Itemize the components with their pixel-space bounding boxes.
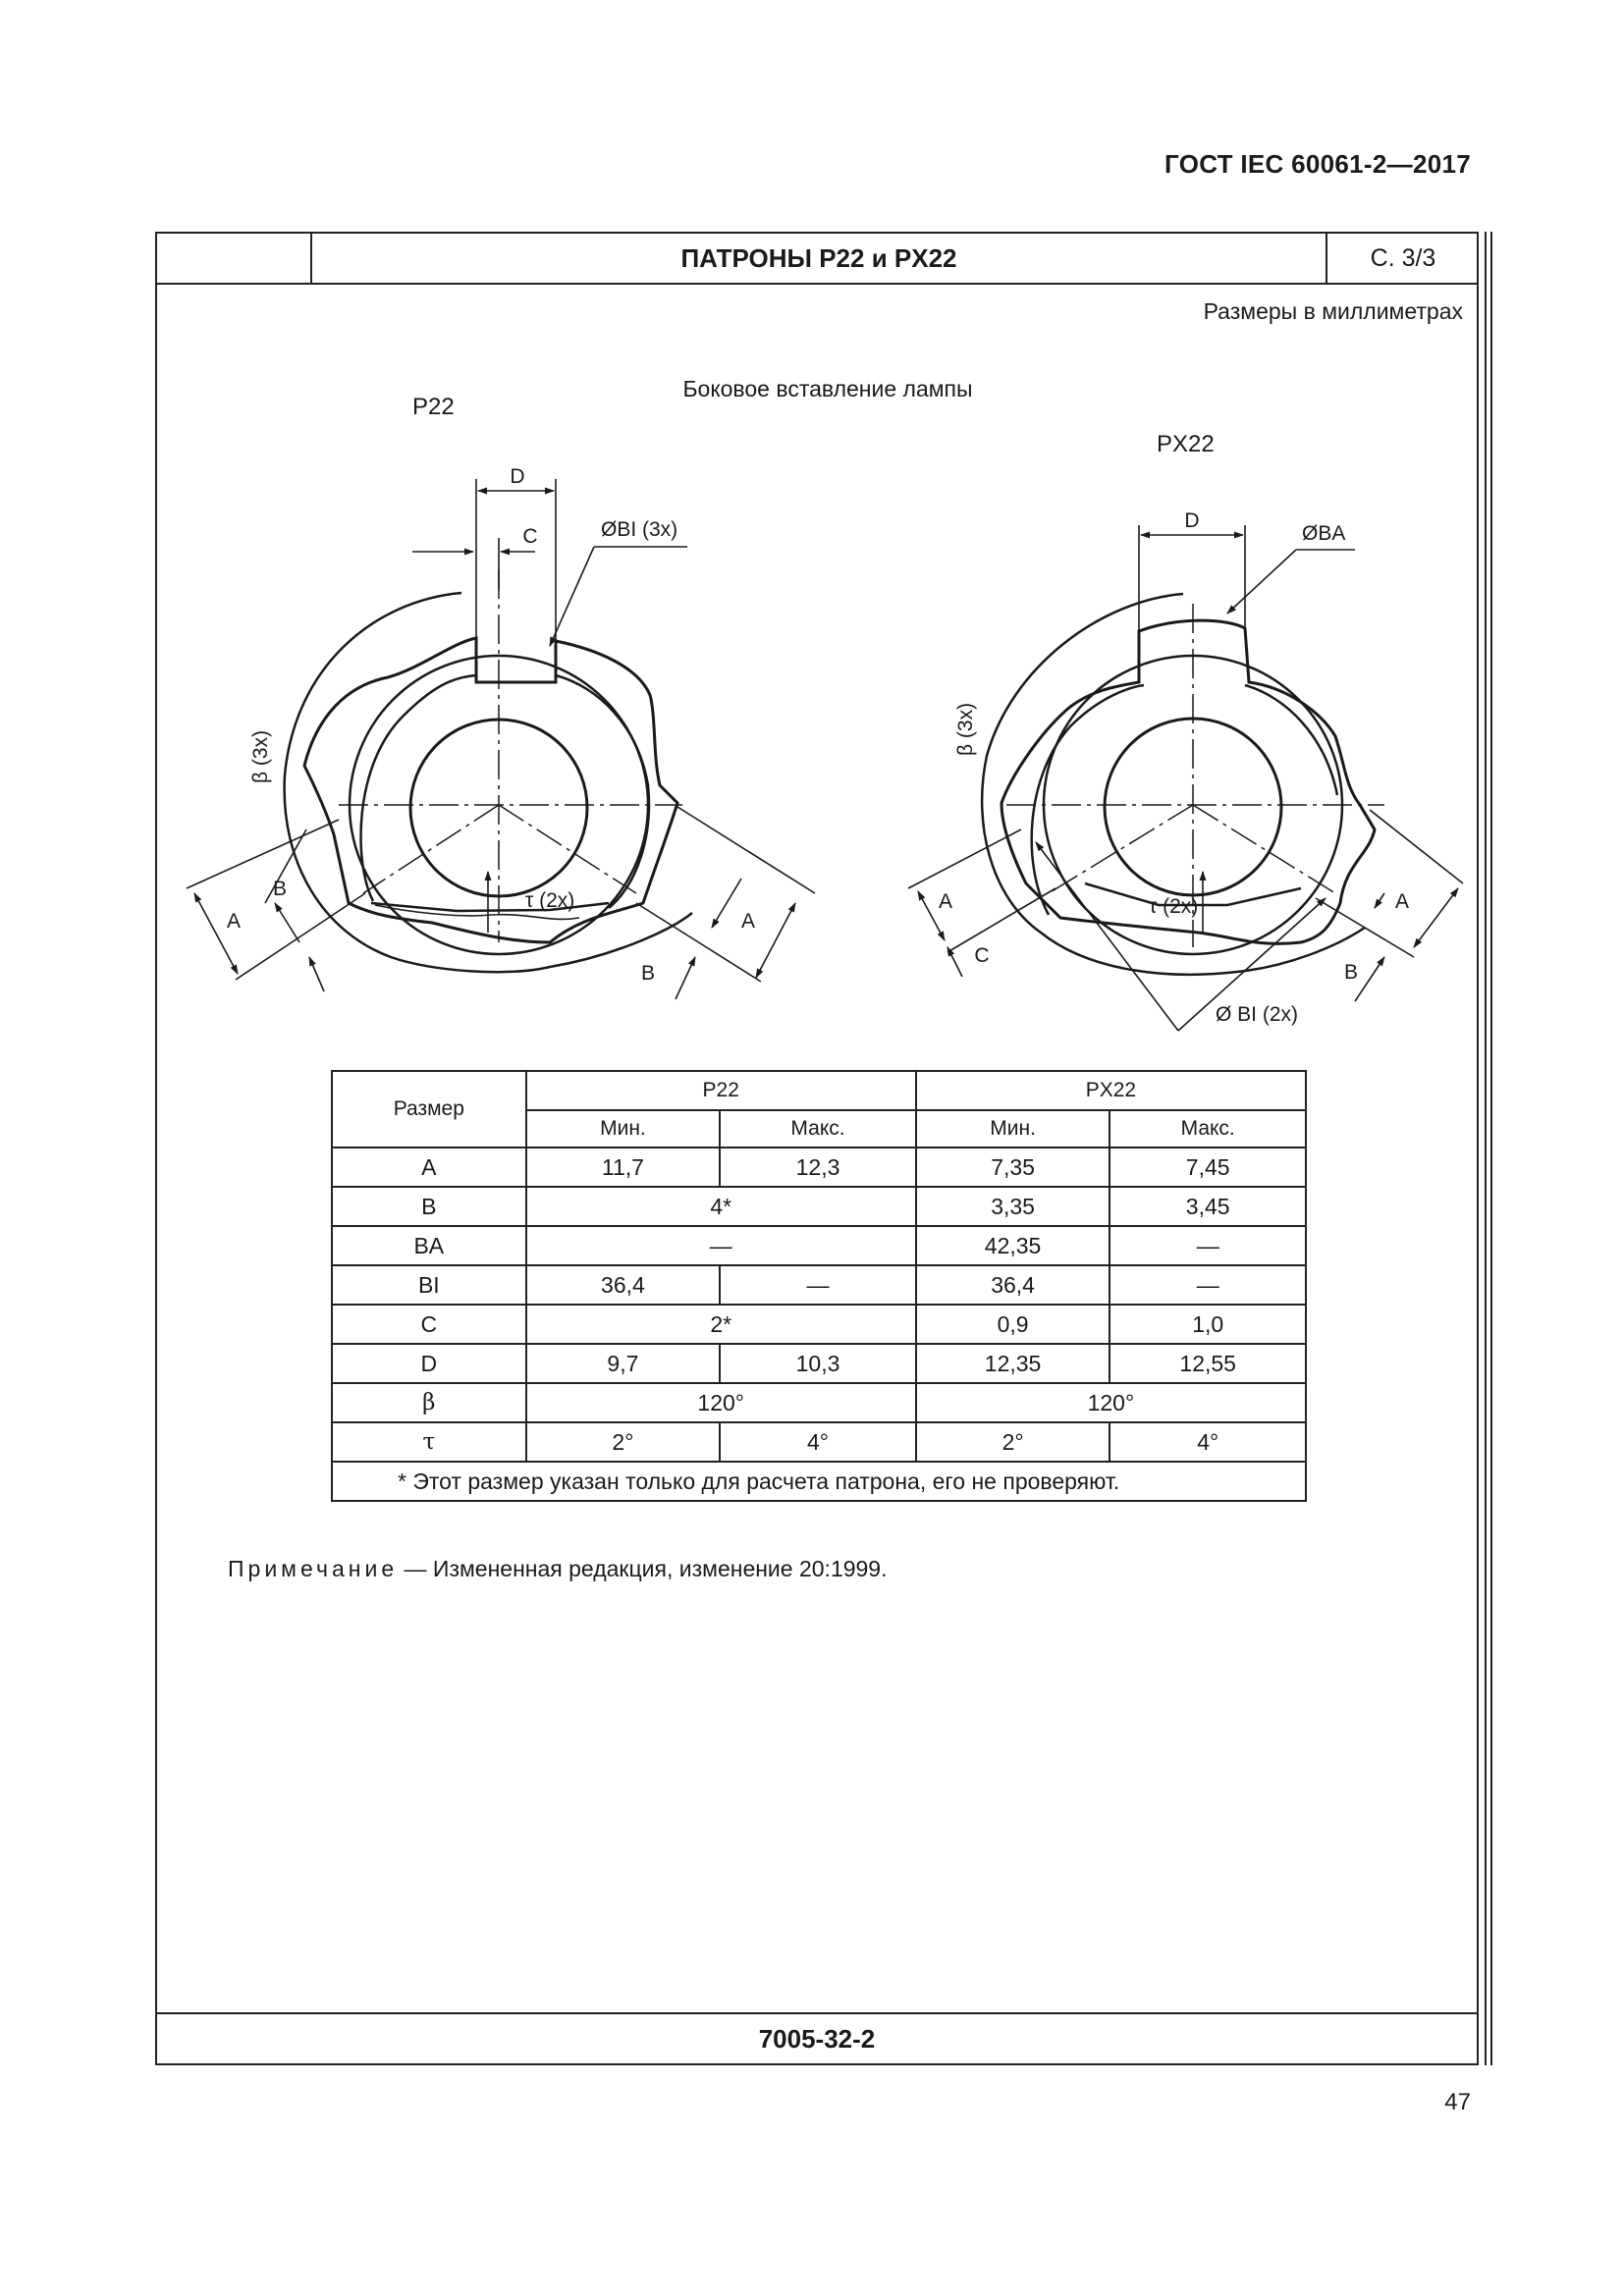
px22-label: PX22 [1157, 431, 1215, 457]
table-row [332, 1383, 1306, 1422]
cell: 120° [916, 1383, 1306, 1422]
cell: 42,35 [916, 1226, 1110, 1265]
units-note: Размеры в миллиметрах [1203, 298, 1463, 324]
table-row [332, 1148, 1306, 1187]
p22-dim-B-right: B [640, 962, 656, 985]
sheet-code: 7005-32-2 [157, 2012, 1477, 2063]
note-dash: — [404, 1556, 427, 1581]
p22-dim-D: D [510, 465, 525, 488]
cell: — [1110, 1226, 1306, 1265]
p22-max-header: Макс. [720, 1110, 916, 1148]
px22-dim-BA: ØBA [1302, 522, 1346, 545]
cell: 36,4 [916, 1265, 1110, 1305]
note-label: Примечание [228, 1556, 399, 1581]
cell: 3,35 [916, 1187, 1110, 1226]
cell: 12,55 [1110, 1344, 1306, 1383]
row-name: BI [332, 1265, 526, 1305]
px22-tau: τ (2x) [1149, 895, 1199, 918]
note [228, 1556, 888, 1582]
cell: 0,9 [916, 1305, 1110, 1344]
cell: 3,45 [1110, 1187, 1306, 1226]
p22-view [187, 394, 815, 999]
px22-min-header: Мин. [916, 1110, 1110, 1148]
p22-tau: τ (2x) [525, 889, 575, 912]
holder-drawing [0, 0, 1624, 1060]
table-footnote: * Этот размер указан только для расчета патрона, его не проверяют. [332, 1462, 1306, 1501]
row-name: D [332, 1344, 526, 1383]
px22-beta: β (3x) [954, 702, 977, 756]
page-number: 47 [1444, 2089, 1471, 2115]
col-size-header: Размер [332, 1071, 526, 1148]
table-row [332, 1265, 1306, 1305]
cell: 4° [720, 1422, 916, 1462]
row-name: C [332, 1305, 526, 1344]
table-row [332, 1187, 1306, 1226]
cell: 2* [526, 1305, 916, 1344]
table-row [332, 1305, 1306, 1344]
row-name: τ [332, 1422, 526, 1462]
px22-view [908, 431, 1463, 1031]
table-header-row [332, 1071, 1306, 1110]
px22-dim-A-left: A [938, 890, 953, 913]
cell: 36,4 [526, 1265, 721, 1305]
table-footnote-row [332, 1462, 1306, 1501]
dimensions-table [331, 1070, 1307, 1502]
px22-dim-A-right: A [1394, 890, 1410, 913]
cell: 120° [526, 1383, 916, 1422]
cell: 7,35 [916, 1148, 1110, 1187]
px22-dim-B-right: B [1343, 961, 1359, 984]
px22-dim-C: C [974, 944, 990, 967]
p22-dim-C: C [522, 525, 538, 548]
row-name: B [332, 1187, 526, 1226]
cell: 12,3 [720, 1148, 916, 1187]
p22-dim-BI: ØBI (3x) [601, 518, 678, 541]
px22-dim-BI: Ø BI (2x) [1216, 1003, 1299, 1026]
p22-dim-B-left: B [272, 878, 288, 900]
group-p22-header: P22 [526, 1071, 916, 1110]
table-row [332, 1344, 1306, 1383]
cell: 10,3 [720, 1344, 916, 1383]
p22-dim-A-right: A [740, 910, 756, 933]
p22-label: P22 [412, 394, 455, 420]
cell: 2° [916, 1422, 1110, 1462]
row-name: β [332, 1383, 526, 1422]
cell: 7,45 [1110, 1148, 1306, 1187]
p22-beta: β (3x) [249, 729, 272, 783]
cell: — [720, 1265, 916, 1305]
row-name: A [332, 1148, 526, 1187]
cell: 11,7 [526, 1148, 721, 1187]
table-row [332, 1422, 1306, 1462]
table-row [332, 1226, 1306, 1265]
row-name: BA [332, 1226, 526, 1265]
px22-max-header: Макс. [1110, 1110, 1306, 1148]
cell: 4° [1110, 1422, 1306, 1462]
cell: — [526, 1226, 916, 1265]
cell: 12,35 [916, 1344, 1110, 1383]
note-text: Измененная редакция, изменение 20:1999. [432, 1556, 888, 1581]
p22-dim-A-left: A [226, 910, 242, 933]
cell: 4* [526, 1187, 916, 1226]
cell: 1,0 [1110, 1305, 1306, 1344]
sheet-title: ПАТРОНЫ P22 и PX22 [680, 243, 957, 273]
cell: 9,7 [526, 1344, 721, 1383]
p22-min-header: Мин. [526, 1110, 721, 1148]
px22-dim-D: D [1184, 509, 1200, 532]
group-px22-header: PX22 [916, 1071, 1306, 1110]
sheet-page-ref: С. 3/3 [1326, 234, 1479, 283]
document-standard: ГОСТ IEC 60061-2—2017 [1164, 149, 1471, 179]
drawing-caption: Боковое вставление лампы [682, 376, 973, 401]
cell: — [1110, 1265, 1306, 1305]
cell: 2° [526, 1422, 721, 1462]
